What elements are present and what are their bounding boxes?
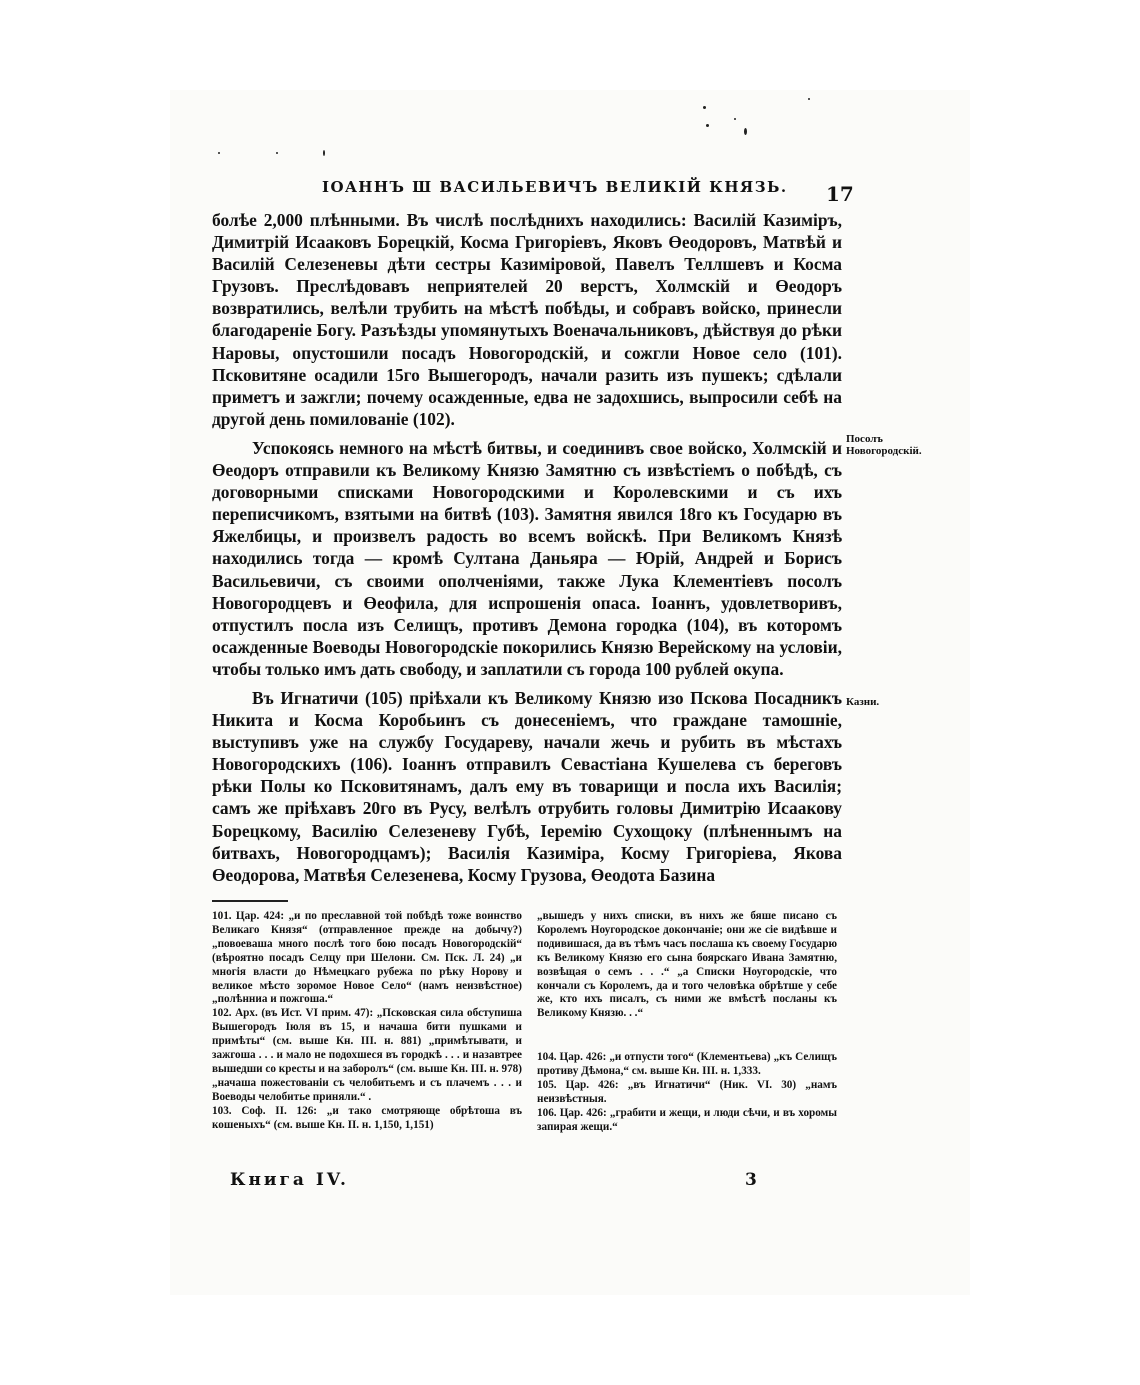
footnote-105: 105. Цар. 426: „въ Игнатичи“ (Ник. VI. 30) „намъ неизвѣстныя. — [537, 1079, 837, 1105]
scan-speck — [706, 124, 709, 127]
footnote-106: 106. Цар. 426: „грабити и жещи, и люди сѣчи, и въ хоромы запирая жещи.“ — [537, 1106, 837, 1133]
footnotes-right-column — [537, 910, 837, 1135]
margin-note-executions: Казни. — [846, 696, 880, 708]
scan-speck — [703, 106, 706, 109]
footnotes-left-column — [212, 910, 522, 1133]
main-text — [212, 209, 842, 893]
footnote-101: 101. Цар. 424: „и по преславной той побѣдѣ тоже воинство Великаго Князя“ (отправленное прежде на добычу?) „повоеваша много послѣ того бою посадъ Новогородскій“ (вѣроятно посадъ Селцу при Шелони. См. Пск. Л. 24) „и многія власти до Нѣмецкаго рубежа по рѣку Норову и великое мѣсто зоромое Новое Село“ (намъ неизвѣстное) „полѣнниа и пожгоша.“ — [212, 910, 522, 1006]
scan-speck — [323, 150, 325, 156]
scan-speck — [218, 152, 220, 154]
footnote-102: 102. Арх. (въ Ист. VI прим. 47): „Псковская сила обступиша Вышегородъ Іюля въ 15, и начаша бити пушками и примѣты“ (см. выше Кн. III. н. 881) „примѣтывати, и зажгоша . . . и мало не подохшеся въ городкѣ . . . и назавтрее вышедши со кресты и на заборолъ“ (см. выше Кн. III. н. 978) „начаша пожестованіи съ челобитьемъ и съ плачемъ . . . и Воеводы челобитье приняли.“ . — [212, 1007, 522, 1103]
book-signature: Книга IV. — [230, 1170, 349, 1190]
scan-speck — [276, 152, 278, 154]
margin-note-envoy: Посолъ Новогородскій. — [846, 433, 922, 457]
scan-speck — [744, 128, 747, 135]
running-title: IOAHHЪ Ш ВАСИЛЬЕВИЧЪ ВЕЛИКІЙ КНЯЗЬ. — [322, 178, 788, 196]
footnote-rule — [212, 900, 288, 902]
scan-speck — [808, 98, 810, 100]
scan-speck — [734, 118, 736, 120]
footnote-104: 104. Цар. 426: „и отпусти того“ (Клементьева) „къ Селищъ противу Дѣмона,“ см. выше Кн. III. н. 1,333. — [537, 1051, 837, 1078]
footnote-spacer — [537, 1021, 837, 1051]
page-number: 17 — [826, 182, 854, 206]
paragraph-1: болѣе 2,000 плѣнными. Въ числѣ послѣднихъ находились: Василій Казиміръ, Димитрій Исааковъ Борецкій, Косма Григорiевъ, Яковъ Өеодоровъ, Матвѣй и Василій Селезеневы дѣти сестры Казиміровой, Павелъ Теллшевъ и Косма Грузовъ. Преслѣдовавъ неприятелей 20 верстъ, Холмскій и Өеодоръ возвратились, велѣли трубить на мѣстѣ побѣды, и собравъ войско, принесли благодареніе Богу. Разъѣзды упомянутыхъ Военачальниковъ, дѣйствуя до рѣки Наровы, опустошили посадъ Новогородскій, и сожгли Новое село (101). Псковитяне осадили 15го Вышегородъ, начали разить изъ пушекъ; сдѣлали приметъ и зажгли; почему осажденные, едва не задохшись, выпросили себѣ на другой день помилованіе (102). — [212, 210, 842, 429]
sheet-number: 3 — [745, 1170, 757, 1190]
footnote-103-continued: „вышедъ у нихъ списки, въ нихъ же бяше писано съ Королемъ Ноугородское докончаніе; они же сіе видѣвше и подивишася, да въ тѣмъ часъ послаша къ своему Государю къ Великому Князю его сына боярскаго Ивана Замятню, возвѣщая о семъ . . .“ „а Списки Ноугородскіе, что кончали съ Королемъ, да и того человѣка обрѣтше у себе же, кто ихъ писалъ, съ ними же вмѣстѣ посланы къ Великому Князю. . .“ — [537, 910, 837, 1020]
footnote-103: 103. Соф. II. 126: „и тако смотряюще обрѣтоша въ кошеныхъ“ (см. выше Кн. II. н. 1,150, 1,151) — [212, 1104, 522, 1131]
paragraph-3: Въ Игнатичи (105) пріѣхали къ Великому Князю изо Пскова Посадникъ Никита и Косма Коробьинъ съ донесеніемъ, что граждане тамошніе, выступивъ уже на службу Государеву, начали жечь и рубить въ мѣстахъ Новогородскихъ (106). Іоаннъ отправилъ Севастіана Кушелева съ береговъ рѣки Полы ко Псковитянамъ, далъ ему въ товарищи и посла ихъ Василія; самъ же пріѣхавъ 20го въ Русу, велѣлъ отрубить головы Димитрію Исаакову Борецкому, Василію Селезеневу Губѣ, Іеремію Сухощоку (плѣненнымъ на битвахъ, Новогородцамъ); Василія Казиміра, Косму Григорiева, Якова Өеодорова, Матвѣя Селезенева, Косму Грузова, Өеодота Базина — [212, 687, 842, 885]
paragraph-2: Успокоясь немного на мѣстѣ битвы, и соединивъ свое войско, Холмскій и Өеодоръ отправили къ Великому Князю Замятню съ извѣстіемъ о побѣдѣ, съ договорными списками Новогородскими и Королевскими и съ ихъ переписчикомъ, взятыми на битвѣ (103). Замятня явился 18го къ Государю въ Яжелбицы, и произвелъ радость во всемъ войскѣ. При Великомъ Князѣ находились тогда — кромѣ Султана Даньяра — Юрій, Андрей и Борисъ Васильевичи, съ своими ополченіями, также Лука Клементіевъ посолъ Новогородцевъ и Өеофила, для испрошенія опаса. Іоаннъ, удовлетворивъ, отпустилъ посла изъ Селищъ, противъ Демона городка (104), въ которомъ осажденные Воеводы Новогородскіе покорились Князю Верейскому на условіи, чтобы только имъ дать свободу, и заплатили съ города 100 рублей окупа. — [212, 437, 842, 679]
